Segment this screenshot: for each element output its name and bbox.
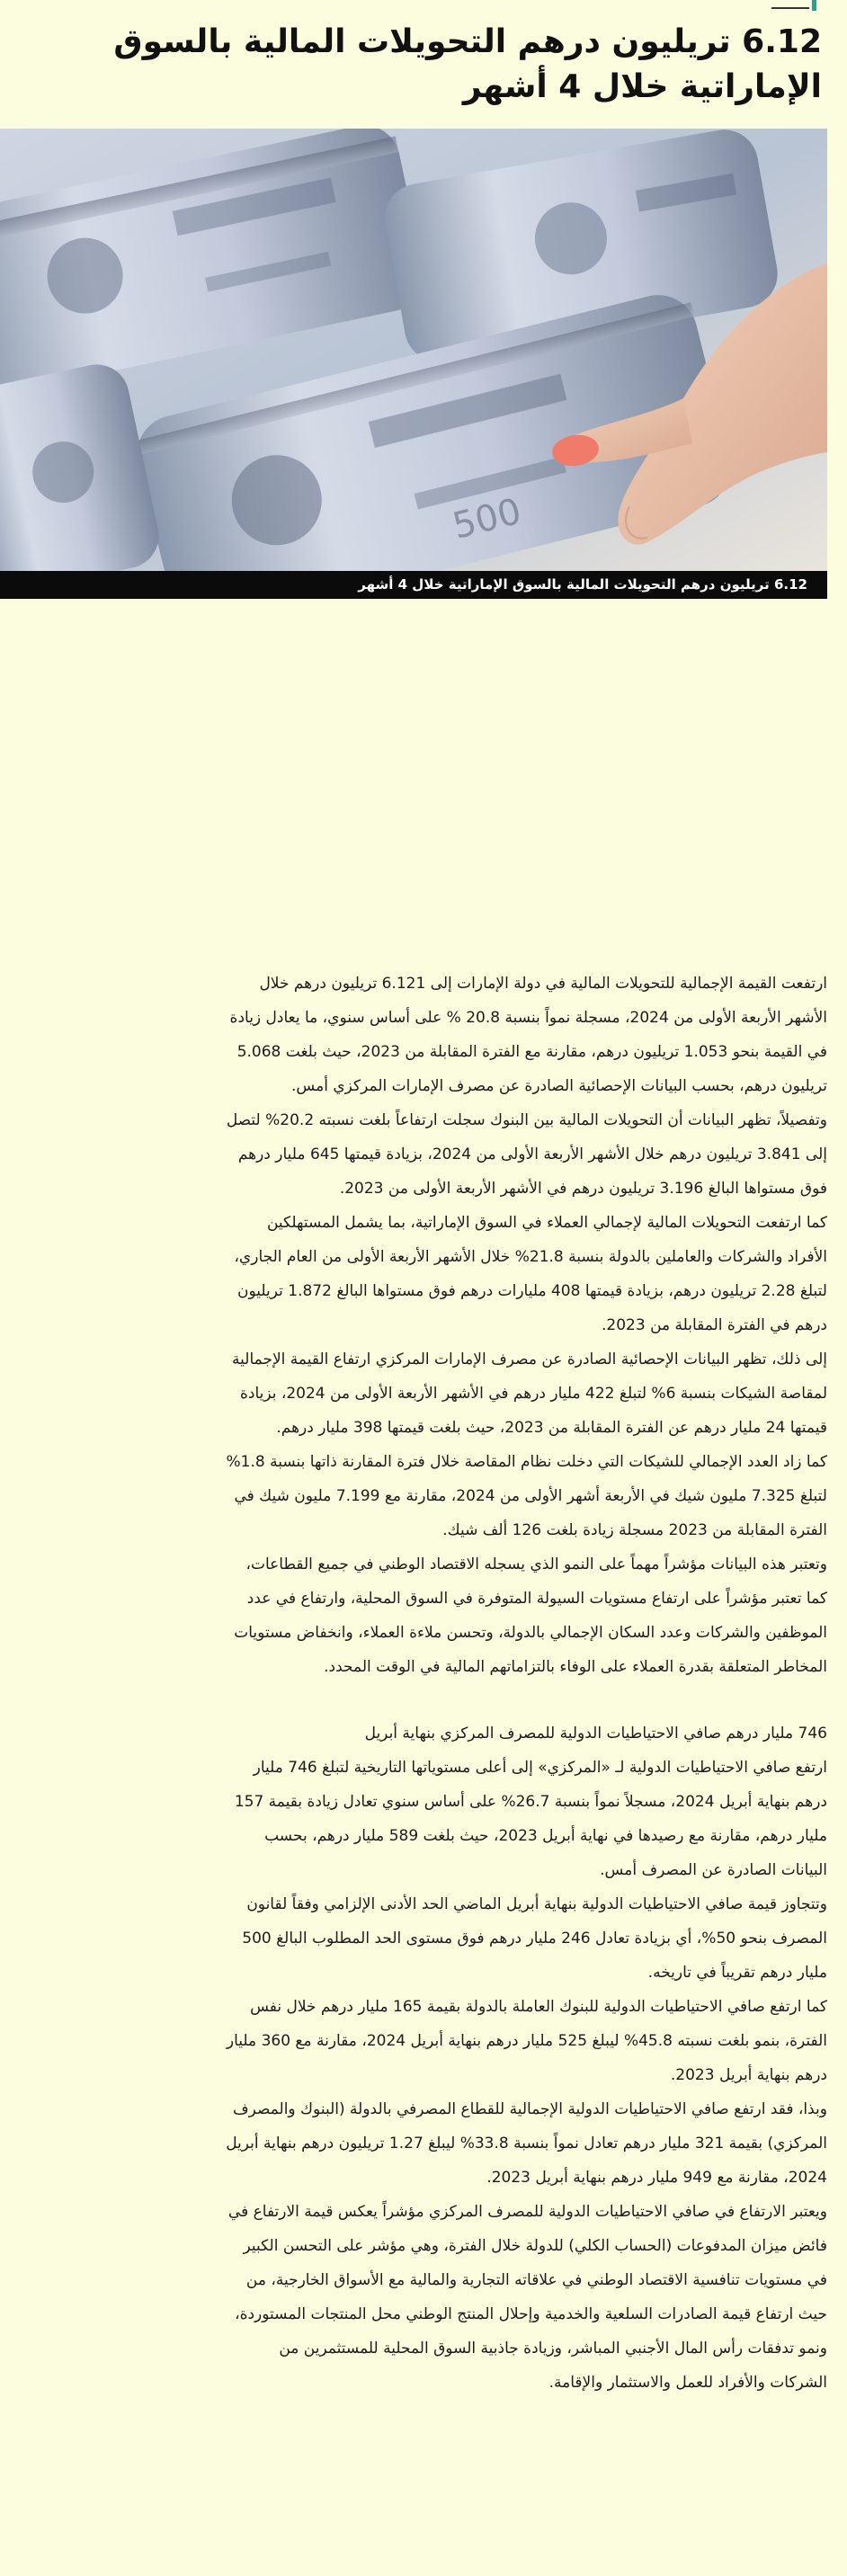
image-caption: 6.12 تريليون درهم التحويلات المالية بالسوق الإماراتية خلال 4 أشهر [0, 571, 827, 599]
advertisement-placeholder [135, 629, 710, 935]
paragraph: إلى ذلك، تظهر البيانات الإحصائية الصادرة عن مصرف الإمارات المركزي ارتفاع القيمة الإجمالية لمقاصة الشيكات بنسبة 6% لتبلغ 422 مليار درهم في الأشهر الأربعة الأولى من 2024، بزيادة قيمتها 24 مليار درهم عن الفترة المقابلة من 2023، حيث بلغت قيمتها 398 مليار درهم. [232, 1350, 827, 1437]
section-accent [812, 0, 816, 11]
money-stack-photo [0, 129, 827, 571]
article-body [225, 967, 827, 2400]
paragraph: ارتفع صافي الاحتياطيات الدولية لـ «المركزي» إلى أعلى مستوياتها التاريخية لتبلغ 746 مليار درهم بنهاية أبريل 2024، مسجلاً نمواً بنسبة 26.7% على أساس سنوي تعادل زيادة بقيمة 157 مليار درهم، مقارنة مع رصيدها في نهاية أبريل 2023، حيث بلغت 589 مليار درهم، بحسب البيانات الصادرة عن المصرف أمس. [234, 1759, 827, 1879]
paragraph: ارتفعت القيمة الإجمالية للتحويلات المالية في دولة الإمارات إلى 6.121 تريليون درهم خلال الأشهر الأربعة الأولى من 2024، مسجلة نمواً بنسبة 20.8 % على أساس سنوي، ما يعادل زيادة في القيمة بنحو 1.053 تريليون درهم، مقارنة مع الفترة المقابلة من 2023، حيث بلغت 5.068 تريليون درهم، بحسب البيانات الإحصائية الصادرة عن مصرف الإمارات المركزي أمس. [229, 975, 827, 1095]
article-title: 6.12 تريليون درهم التحويلات المالية بالسوق الإماراتية خلال 4 أشهر [113, 23, 822, 105]
paragraph: وتتجاوز قيمة صافي الاحتياطيات الدولية بنهاية أبريل الماضي الحد الأدنى الإلزامي وفقاً لقانون المصرف بنحو 50%، أي بزيادة تعادل 246 مليار درهم فوق مستوى الحد المطلوب البالغ 500 مليار درهم تقريباً في تاريخه. [242, 1895, 827, 1982]
paragraph: وتفصيلاً، تظهر البيانات أن التحويلات المالية بين البنوك سجلت ارتفاعاً بلغت نسبته 20.2% لتصل إلى 3.841 تريليون درهم خلال الأشهر الأربعة الأولى من 2024، بزيادة قيمتها 645 مليار درهم فوق مستواها البالغ 3.196 تريليون درهم في الأشهر الأربعة الأولى من 2023. [226, 1111, 827, 1198]
sub-heading: 746 مليار درهم صافي الاحتياطيات الدولية للمصرف المركزي بنهاية أبريل [364, 1725, 827, 1743]
paragraph: ويعتبر الارتفاع في صافي الاحتياطيات الدولية للمصرف المركزي مؤشراً يعكس قيمة الارتفاع في فائض ميزان المدفوعات (الحساب الكلي) للدولة خلال الفترة، وهي مؤشر على التحسن الكبير في مستويات تنافسية الاقتصاد الوطني في علاقاته التجارية والمالية مع الأسواق الخارجية، من حيث ارتفاع قيمة الصادرات السلعية والخدمية وإحلال المنتج الوطني محل المنتجات المستوردة، ونمو تدفقات رأس المال الأجنبي المباشر، وزيادة جاذبية السوق المحلية للمستثمرين من الشركات والأفراد للعمل والاستثمار والإقامة. [227, 2203, 827, 2392]
paragraph: وبذا، فقد ارتفع صافي الاحتياطيات الدولية الإجمالية للقطاع المصرفي بالدولة (البنوك والمصرف المركزي) بقيمة 321 مليار درهم تعادل نمواً بنسبة 33.8% ليبلغ 1.27 تريليون درهم بنهاية أبريل 2024، مقارنة مع 949 مليار درهم بنهاية أبريل 2023. [226, 2100, 827, 2187]
paragraph: كما ارتفعت التحويلات المالية لإجمالي العملاء في السوق الإماراتية، بما يشمل المستهلكين الأفراد والشركات والعاملين بالدولة بنسبة 21.8% خلال الأشهر الأربعة الأولى من العام الجاري، لتبلغ 2.28 تريليون درهم، بزيادة قيمتها 408 مليارات درهم فوق مستواها البالغ 1.872 تريليون درهم في الفترة المقابلة من 2023. [234, 1214, 827, 1334]
svg-text:500: 500 [449, 490, 526, 548]
section-marker [771, 0, 809, 9]
paragraph: وتعتبر هذه البيانات مؤشراً مهماً على النمو الذي يسجله الاقتصاد الوطني في جميع القطاعات، كما تعتبر مؤشراً على ارتفاع مستويات السيولة المتوفرة في السوق المحلية، وارتفاع في عدد الموظفين والشركات وعدد السكان الإجمالي بالدولة، وتحسن ملاءة العملاء، وانخفاض مستويات المخاطر المتعلقة بقدرة العملاء على الوفاء بالتزاماتهم المالية في الوقت المحدد. [234, 1555, 827, 1676]
article-image [0, 129, 827, 599]
paragraph: كما زاد العدد الإجمالي للشيكات التي دخلت نظام المقاصة خلال فترة المقارنة ذاتها بنسبة 1.8% لتبلغ 7.325 مليون شيك في الأربعة أشهر الأولى من 2024، مقارنة مع 7.199 مليون شيك في الفترة المقابلة من 2023 مسجلة زيادة بلغت 126 ألف شيك. [226, 1453, 827, 1539]
section-gap [225, 1684, 827, 1716]
paragraph: كما ارتفع صافي الاحتياطيات الدولية للبنوك العاملة بالدولة بقيمة 165 مليار درهم خلال نفس الفترة، بنمو بلغت نسبته 45.8% ليبلغ 525 مليار درهم بنهاية أبريل 2024، مقارنة مع 360 مليار درهم بنهاية أبريل 2023. [226, 1998, 827, 2084]
